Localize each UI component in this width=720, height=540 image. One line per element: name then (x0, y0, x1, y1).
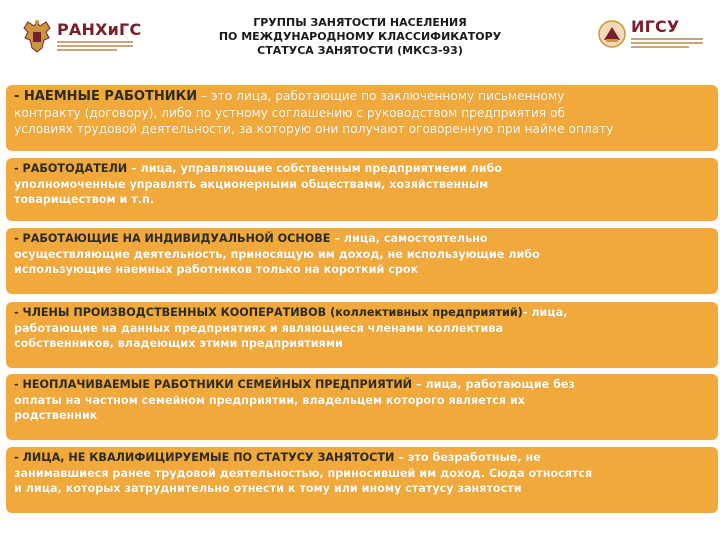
group-text: – лица, самостоятельно (330, 232, 488, 245)
group-text: работающие на данных предприятиях и являющиеся членами коллектива (14, 321, 504, 335)
group-text: – это безработные, не (394, 451, 541, 464)
group-box-self-employed (6, 228, 718, 294)
double-headed-eagle-icon (22, 18, 52, 56)
logo-ranepa-subtitle-lines (57, 41, 141, 51)
group-text: занимавшиеся ранее трудовой деятельностью, приносившей им доход. Сюда относятся (14, 466, 593, 480)
group-term: - НАЕМНЫЕ РАБОТНИКИ (14, 89, 198, 104)
group-text: оплаты на частном семейном предприятии, владельцем которого является их (14, 393, 525, 407)
group-box-employers (6, 158, 718, 221)
group-text: - лица, (522, 306, 568, 319)
group-box-unclassifiable (6, 447, 718, 513)
group-line (14, 161, 712, 177)
group-line (14, 377, 712, 393)
group-text: условиях трудовой деятельности, за которую они получают оговоренную при найме оплату (14, 122, 614, 136)
group-box-employees (6, 85, 718, 151)
group-line (14, 305, 712, 321)
group-line (14, 450, 712, 466)
page-title (200, 16, 520, 58)
group-text: и лица, которых затруднительно отнести к тому или иному статусу занятости (14, 482, 522, 495)
group-text: контракту (договору), либо по устному соглашению с руководством предприятия об (14, 106, 565, 120)
group-box-cooperative-members (6, 302, 718, 368)
logo-igsu (598, 18, 703, 50)
group-line (14, 231, 712, 247)
title-line: ПО МЕЖДУНАРОДНОМУ КЛАССИФИКАТОРУ (218, 30, 502, 43)
logo-ranepa-name: РАНХиГС (57, 20, 142, 39)
group-text: товариществом и т.п. (14, 193, 154, 206)
group-term: - ЛИЦА, НЕ КВАЛИФИЦИРУЕМЫЕ ПО СТАТУСУ ЗАНЯТОСТИ (14, 451, 395, 464)
group-text: – лица, управляющие собственным предприятиеми либо (127, 162, 503, 175)
title-line: ГРУППЫ ЗАНЯТОСТИ НАСЕЛЕНИЯ (253, 16, 467, 29)
group-text: уполномоченные управлять акционерными обществами, хозяйственным (14, 177, 489, 191)
university-seal-icon (598, 20, 626, 48)
group-text: использующие наемных работников только на короткий срок (14, 263, 419, 276)
group-text: – это лица, работающие по заключенному письменному (197, 89, 565, 103)
group-term: - ЧЛЕНЫ ПРОИЗВОДСТВЕННЫХ КООПЕРАТИВОВ (коллективных предприятий) (14, 306, 523, 319)
group-text: осуществляющие деятельность, приносящую им доход, не использующие либо (14, 247, 540, 261)
logo-ranepa (22, 18, 141, 56)
group-text: – лица, работающие без (412, 378, 576, 391)
group-text: родственник (14, 409, 98, 422)
group-line (14, 88, 712, 105)
slide-header (0, 0, 720, 78)
group-text: собственников, владеющих этими предприятиями (14, 337, 343, 350)
group-box-unpaid-family-workers (6, 374, 718, 440)
group-term: - РАБОТАЮЩИЕ НА ИНДИВИДУАЛЬНОЙ ОСНОВЕ (14, 232, 331, 245)
logo-igsu-subtitle-lines (631, 38, 703, 48)
group-term: - НЕОПЛАЧИВАЕМЫЕ РАБОТНИКИ СЕМЕЙНЫХ ПРЕДПРИЯТИЙ (14, 378, 413, 391)
logo-igsu-name: ИГСУ (631, 17, 680, 36)
title-line: СТАТУСА ЗАНЯТОСТИ (МКСЗ-93) (257, 44, 463, 57)
group-term: - РАБОТОДАТЕЛИ (14, 162, 128, 175)
